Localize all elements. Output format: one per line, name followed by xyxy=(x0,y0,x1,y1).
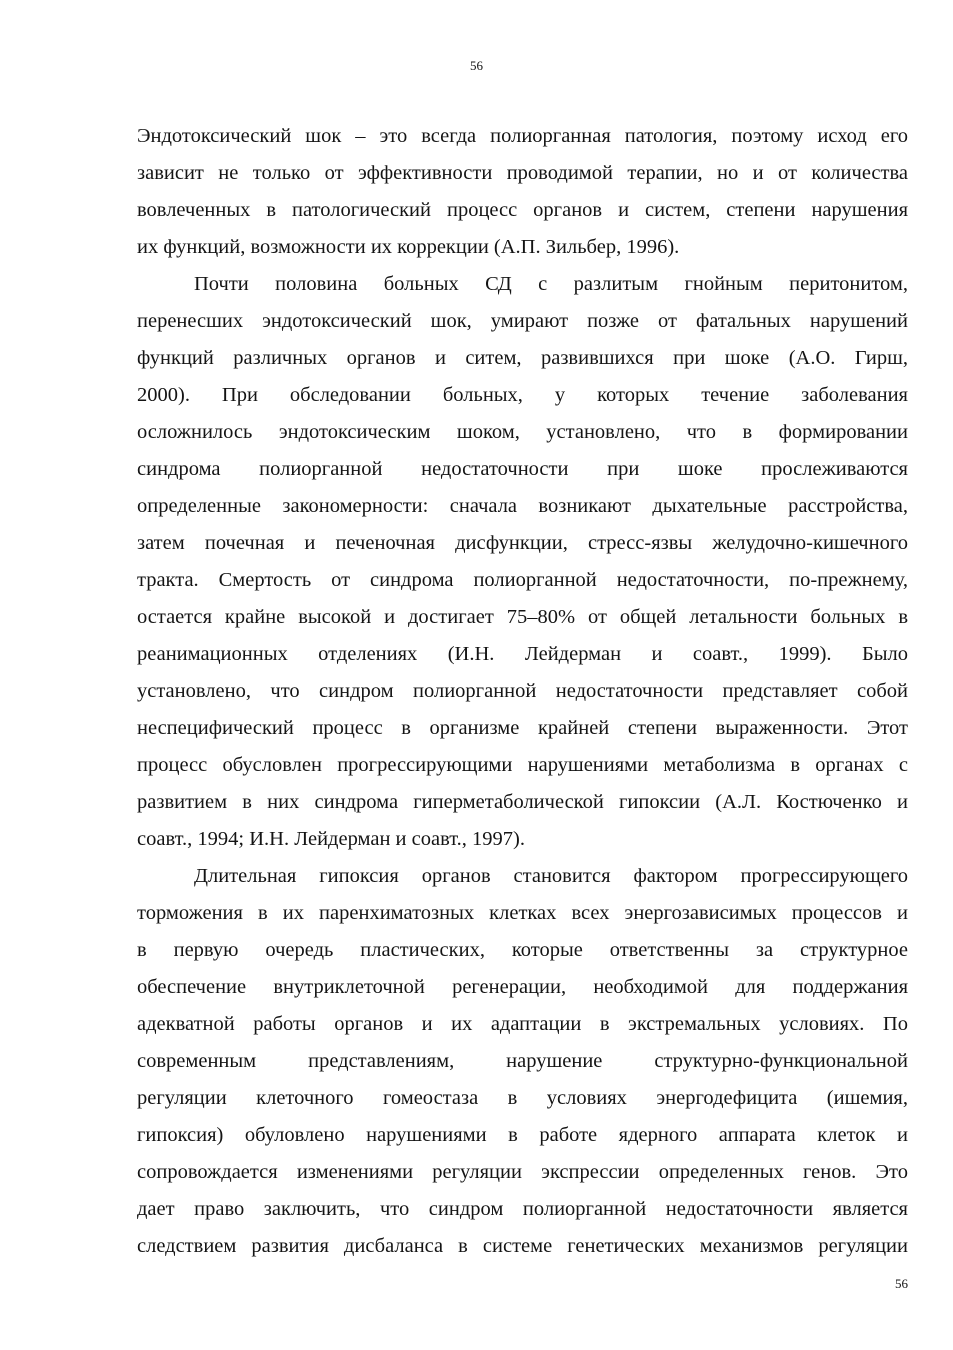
text-line: неспецифический процесс в организме крайней степени выраженности. Этот xyxy=(137,717,908,739)
text-line: зависит не только от эффективности проводимой терапии, но и от количества xyxy=(137,162,908,184)
text-line: дает право заключить, что синдром полиорганной недостаточности является xyxy=(137,1198,908,1220)
text-line: перенесших эндотоксический шок, умирают позже от фатальных нарушений xyxy=(137,310,908,332)
page-number-header: 56 xyxy=(470,58,483,73)
text-line: определенные закономерности: сначала возникают дыхательные расстройства, xyxy=(137,495,908,517)
text-line: их функций, возможности их коррекции (А.П. Зильбер, 1996). xyxy=(137,236,680,258)
text-line: регуляции клеточного гомеостаза в условиях энергодефицита (ишемия, xyxy=(137,1087,908,1109)
text-line: осложнилось эндотоксическим шоком, установлено, что в формировании xyxy=(137,421,908,443)
text-line: Длительная гипоксия органов становится фактором прогрессирующего xyxy=(194,865,908,887)
text-line: остается крайне высокой и достигает 75–80% от общей летальности больных в xyxy=(137,606,908,628)
text-line: адекватной работы органов и их адаптации в экстремальных условиях. По xyxy=(137,1013,908,1035)
text-line: в первую очередь пластических, которые ответственны за структурное xyxy=(137,939,908,961)
text-line: развитием в них синдрома гиперметаболической гипоксии (А.Л. Костюченко и xyxy=(137,791,908,813)
text-line: сопровождается изменениями регуляции экспрессии определенных генов. Это xyxy=(137,1161,908,1183)
text-line: соавт., 1994; И.Н. Лейдерман и соавт., 1997). xyxy=(137,828,525,850)
page-number-footer: 56 xyxy=(895,1276,908,1291)
text-line: установлено, что синдром полиорганной недостаточности представляет собой xyxy=(137,680,908,702)
text-line: Эндотоксический шок – это всегда полиорганная патология, поэтому исход его xyxy=(137,125,908,147)
text-line: современным представлениям, нарушение структурно-функциональной xyxy=(137,1050,908,1072)
text-line: Почти половина больных СД с разлитым гнойным перитонитом, xyxy=(194,273,908,295)
paragraph-2 xyxy=(137,266,908,858)
text-line: процесс обусловлен прогрессирующими нарушениями метаболизма в органах с xyxy=(137,754,908,776)
text-line: синдрома полиорганной недостаточности при шоке прослеживаются xyxy=(137,458,908,480)
text-line: затем почечная и печеночная дисфункции, стресс-язвы желудочно-кишечного xyxy=(137,532,908,554)
paragraph-3 xyxy=(137,858,908,1265)
text-line: гипоксия) обуловлено нарушениями в работе ядерного аппарата клеток и xyxy=(137,1124,908,1146)
text-line: тракта. Смертость от синдрома полиорганной недостаточности, по-прежнему, xyxy=(137,569,908,591)
text-line: торможения в их паренхиматозных клетках всех энергозависимых процессов и xyxy=(137,902,908,924)
text-line: 2000). При обследовании больных, у которых течение заболевания xyxy=(137,384,908,406)
text-line: функций различных органов и ситем, развившихся при шоке (А.О. Гирш, xyxy=(137,347,908,369)
text-line: следствием развития дисбаланса в системе генетических механизмов регуляции xyxy=(137,1235,908,1257)
body-text xyxy=(137,118,908,1265)
text-line: вовлеченных в патологический процесс органов и систем, степени нарушения xyxy=(137,199,908,221)
text-line: обеспечение внутриклеточной регенерации, необходимой для поддержания xyxy=(137,976,908,998)
text-line: реанимационных отделениях (И.Н. Лейдерман и соавт., 1999). Было xyxy=(137,643,908,665)
paragraph-1 xyxy=(137,118,908,266)
